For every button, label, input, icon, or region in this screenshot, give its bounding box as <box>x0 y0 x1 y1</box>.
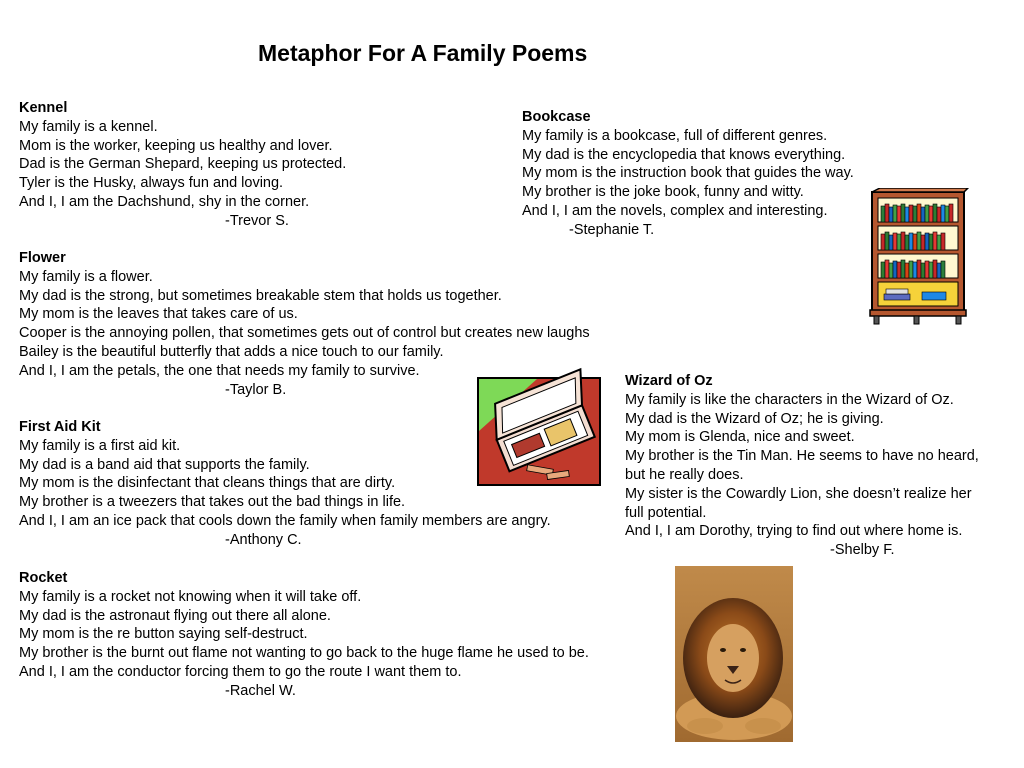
poem-author: -Taylor B. <box>225 381 287 398</box>
poem-title: Rocket <box>19 570 68 586</box>
poem-line: My brother is a tweezers that takes out the bad things in life. <box>19 494 406 511</box>
poem-author: -Trevor S. <box>225 212 289 229</box>
poem-line: My mom is the instruction book that guides the way. <box>522 165 854 182</box>
poem-line: My mom is Glenda, nice and sweet. <box>625 429 855 446</box>
poem-bookcase <box>522 108 854 240</box>
poem-wizard-of-oz <box>625 372 979 560</box>
poem-title: Bookcase <box>522 109 591 125</box>
poem-line: Bailey is the beautiful butterfly that adds a nice touch to our family. <box>19 343 444 360</box>
poem-line: My family is a flower. <box>19 268 153 285</box>
poem-line: My family is like the characters in the Wizard of Oz. <box>625 391 954 408</box>
poem-line: And I, I am an ice pack that cools down the family when family members are angry. <box>19 512 551 529</box>
poem-title: Flower <box>19 250 66 266</box>
poem-line: My family is a rocket not knowing when it will take off. <box>19 588 362 605</box>
poem-line: My dad is the strong, but sometimes breakable stem that holds us together. <box>19 287 502 304</box>
poem-line: My mom is the disinfectant that cleans things that are dirty. <box>19 475 396 492</box>
poem-line: My brother is the Tin Man. He seems to have no heard, <box>625 448 979 465</box>
lion-image <box>675 566 793 742</box>
poem-line: My dad is the Wizard of Oz; he is giving. <box>625 410 884 427</box>
poem-title: Wizard of Oz <box>625 373 713 389</box>
poem-line: Cooper is the annoying pollen, that sometimes gets out of control but creates new laughs <box>19 325 590 342</box>
poem-line: My dad is the encyclopedia that knows everything. <box>522 146 846 163</box>
poem-line: Dad is the German Shepard, keeping us protected. <box>19 156 347 173</box>
poem-line: My dad is the astronaut flying out there all alone. <box>19 607 331 624</box>
poem-line: And I, I am the Dachshund, shy in the corner. <box>19 193 310 210</box>
poem-line: but he really does. <box>625 466 744 483</box>
poem-author: -Anthony C. <box>225 531 302 548</box>
poem-title: First Aid Kit <box>19 419 101 435</box>
poem-kennel <box>19 99 346 231</box>
poem-title: Kennel <box>19 100 68 116</box>
first-aid-kit-image <box>477 367 601 487</box>
poem-line: Tyler is the Husky, always fun and loving. <box>19 175 284 192</box>
poem-line: And I, I am the conductor forcing them to go the route I want them to. <box>19 663 462 680</box>
poem-line: My brother is the burnt out flame not wanting to go back to the huge flame he used to be. <box>19 645 589 662</box>
poem-line: My brother is the joke book, funny and witty. <box>522 184 804 201</box>
poem-author: -Rachel W. <box>225 682 296 699</box>
poem-line: My family is a bookcase, full of different genres. <box>522 127 828 144</box>
bookcase-image <box>866 188 970 328</box>
poem-line: And I, I am the novels, complex and interesting. <box>522 202 828 219</box>
poem-line: And I, I am the petals, the one that needs my family to survive. <box>19 362 420 379</box>
poem-line: My family is a kennel. <box>19 118 158 135</box>
poem-author: -Stephanie T. <box>569 221 655 238</box>
poem-first-aid-kit <box>19 418 551 550</box>
poem-line: My sister is the Cowardly Lion, she doesn’t realize her <box>625 485 972 502</box>
poem-line: My mom is the re button saying self-destruct. <box>19 626 308 643</box>
poem-line: full potential. <box>625 504 707 521</box>
page-title: Metaphor For A Family Poems <box>258 40 588 66</box>
poem-line: And I, I am Dorothy, trying to find out where home is. <box>625 523 963 540</box>
poem-line: My family is a first aid kit. <box>19 437 181 454</box>
poem-line: My dad is a band aid that supports the family. <box>19 456 310 473</box>
poem-author: -Shelby F. <box>830 542 895 559</box>
poem-line: Mom is the worker, keeping us healthy and lover. <box>19 137 333 154</box>
poem-line: My mom is the leaves that takes care of us. <box>19 306 298 323</box>
poem-rocket <box>19 569 589 701</box>
